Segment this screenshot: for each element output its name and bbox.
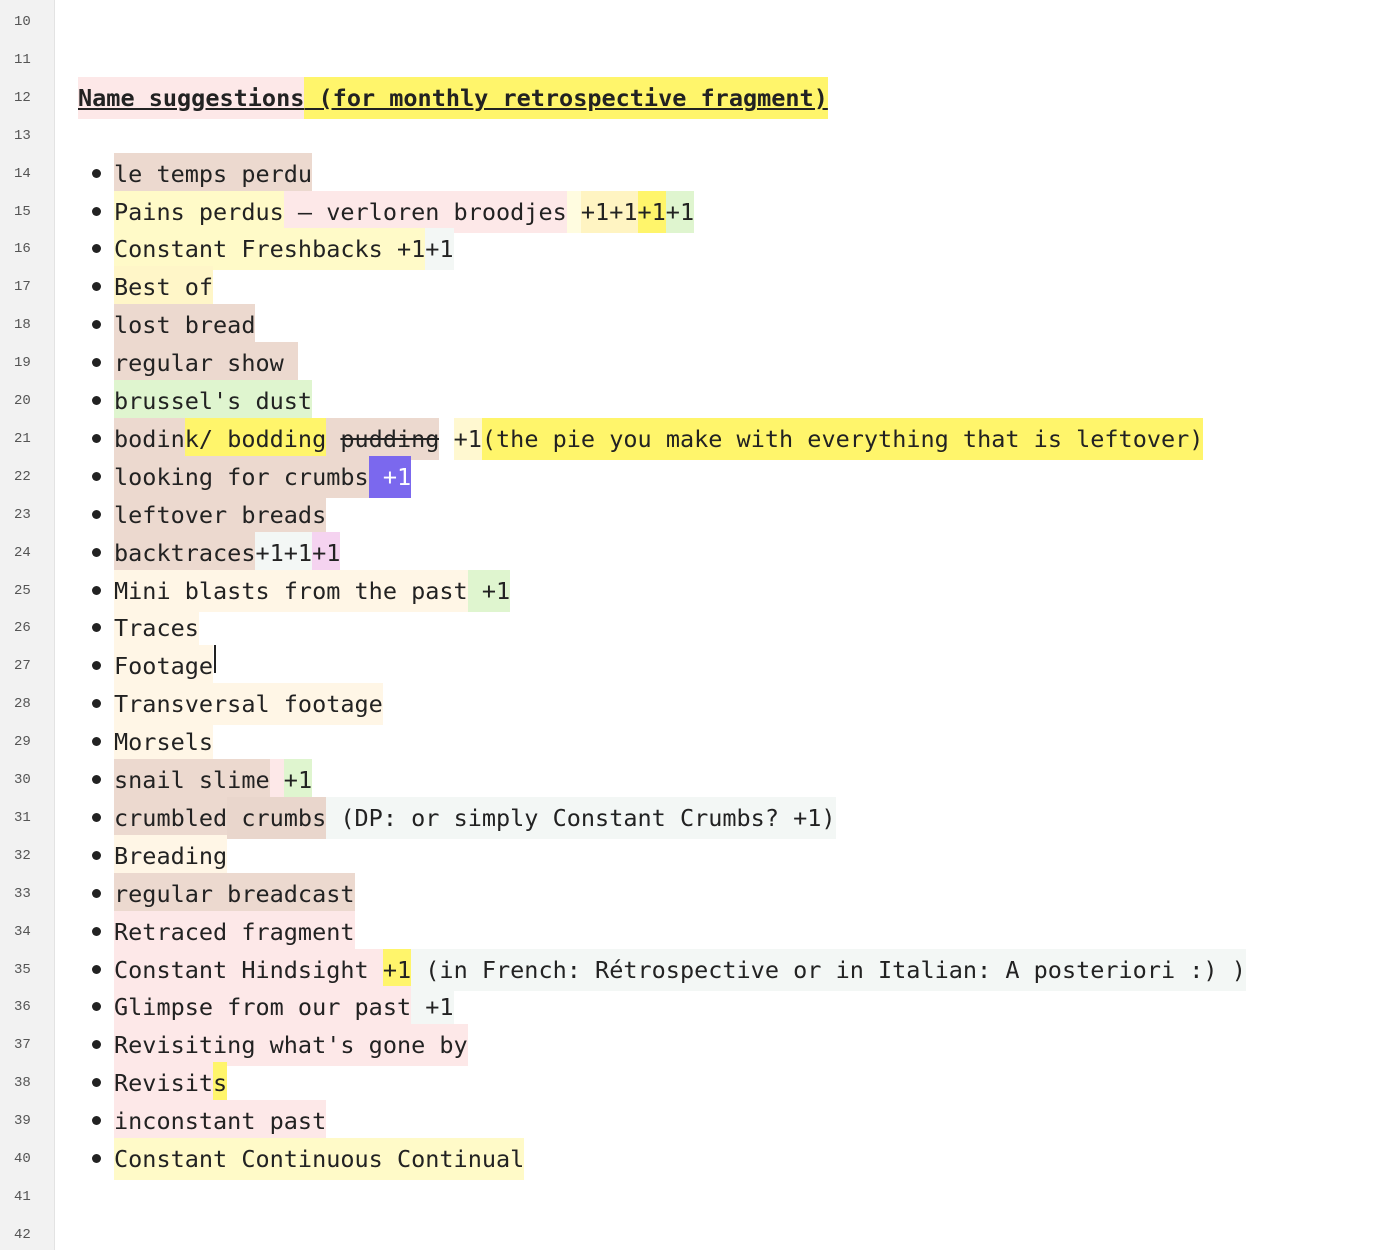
line-number: 26: [14, 620, 31, 636]
bullet-icon: [92, 320, 101, 329]
line-number: 24: [14, 545, 31, 561]
line-number: 10: [14, 14, 31, 30]
line-number: 30: [14, 772, 31, 788]
line-number: 42: [14, 1227, 31, 1243]
line-number: 29: [14, 734, 31, 750]
list-item-text: [114, 911, 355, 953]
text-segment: Constant Continuous Continual: [114, 1138, 524, 1180]
line-number: 12: [14, 90, 31, 106]
text-segment: +1: [666, 191, 694, 233]
list-item-text: [114, 607, 199, 649]
list-item-text: [114, 645, 216, 687]
text-segment: regular show: [114, 342, 298, 384]
bullet-icon: [92, 586, 101, 595]
line-number: 15: [14, 204, 31, 220]
list-item-text: [114, 835, 227, 877]
bullet-icon: [92, 548, 101, 557]
text-segment: +1: [454, 418, 482, 460]
list-item-text: [114, 418, 1203, 460]
list-item-text: [114, 986, 454, 1028]
bullet-icon: [92, 472, 101, 481]
text-segment: crumbs: [227, 797, 326, 839]
list-item-text: [114, 191, 694, 233]
list-item-text: [114, 873, 355, 915]
text-segment: Name suggestions: [78, 77, 304, 119]
bullet-icon: [92, 965, 101, 974]
bullet-icon: [92, 889, 101, 898]
text-cursor: [214, 645, 216, 673]
list-item-text: [114, 304, 255, 346]
text-segment: s: [213, 1062, 227, 1104]
line-number: 31: [14, 810, 31, 826]
heading-line: [78, 77, 828, 119]
text-segment: +1+1: [581, 191, 638, 233]
line-number: 37: [14, 1037, 31, 1053]
list-item-text: [114, 949, 1246, 991]
text-segment: (for monthly retrospective fragment): [304, 77, 827, 119]
text-segment: +1: [638, 191, 666, 233]
line-number: 18: [14, 317, 31, 333]
list-item-text: [114, 153, 312, 195]
text-segment: Constant Hindsight: [114, 949, 383, 991]
line-number: 16: [14, 241, 31, 257]
line-number: 13: [14, 128, 31, 144]
text-segment: — verloren broodjes: [284, 191, 567, 233]
text-segment: +1: [468, 570, 510, 612]
bullet-icon: [92, 1002, 101, 1011]
list-item-text: [114, 380, 312, 422]
line-number: 34: [14, 924, 31, 940]
text-segment: crumbled: [114, 797, 227, 839]
text-segment: Revisiting what's gone by: [114, 1024, 468, 1066]
text-segment: Mini blasts from the past: [114, 570, 468, 612]
line-number: 35: [14, 962, 31, 978]
line-number: 32: [14, 848, 31, 864]
line-number: 19: [14, 355, 31, 371]
text-segment: [567, 191, 581, 233]
text-segment: snail slime: [114, 759, 270, 801]
text-segment: +1: [425, 228, 453, 270]
text-segment: Glimpse from our past: [114, 986, 411, 1028]
bullet-icon: [92, 396, 101, 405]
bullet-icon: [92, 434, 101, 443]
line-number: 39: [14, 1113, 31, 1129]
text-segment: looking for crumbs: [114, 456, 369, 498]
text-segment: +1+1: [255, 532, 312, 574]
bullet-icon: [92, 699, 101, 708]
text-segment: +1: [284, 759, 312, 801]
list-item-text: [114, 266, 213, 308]
bullet-icon: [92, 1154, 101, 1163]
line-number: 25: [14, 583, 31, 599]
line-number: 28: [14, 696, 31, 712]
line-number: 27: [14, 658, 31, 674]
text-segment: [270, 759, 284, 801]
line-number: 21: [14, 431, 31, 447]
text-segment: Revisit: [114, 1062, 213, 1104]
line-number: 23: [14, 507, 31, 523]
text-segment: [439, 418, 453, 460]
text-segment: inconstant past: [114, 1100, 326, 1142]
list-item-text: [114, 683, 383, 725]
text-segment: backtraces: [114, 532, 255, 574]
line-number: 17: [14, 279, 31, 295]
heading-text: [78, 77, 828, 119]
text-segment: (DP: or simply Constant Crumbs? +1): [326, 797, 835, 839]
bullet-icon: [92, 169, 101, 178]
text-segment: bodin: [114, 418, 185, 460]
bullet-icon: [92, 1116, 101, 1125]
text-segment: brussel's dust: [114, 380, 312, 422]
text-segment: +1: [369, 456, 411, 498]
line-number: 36: [14, 999, 31, 1015]
bullet-icon: [92, 813, 101, 822]
text-segment: k/ bodding: [185, 418, 326, 460]
list-item-text: [114, 759, 312, 801]
text-segment: Pains perdus: [114, 191, 284, 233]
list-item-text: [114, 494, 326, 536]
bullet-icon: [92, 1078, 101, 1087]
list-item-text: [114, 342, 298, 384]
line-number: 22: [14, 469, 31, 485]
bullet-icon: [92, 851, 101, 860]
bullet-icon: [92, 661, 101, 670]
line-number: 33: [14, 886, 31, 902]
text-segment: lost bread: [114, 304, 255, 346]
line-number: 38: [14, 1075, 31, 1091]
bullet-icon: [92, 358, 101, 367]
text-segment: regular breadcast: [114, 873, 355, 915]
text-segment: +1: [411, 986, 453, 1028]
bullet-icon: [92, 510, 101, 519]
list-item-text: [114, 1138, 524, 1180]
text-segment: +1: [312, 532, 340, 574]
list-item-text: [114, 532, 340, 574]
text-segment: (in French: Rétrospective or in Italian: A posteriori :) ): [411, 949, 1246, 991]
line-number: 20: [14, 393, 31, 409]
text-segment: Footage: [114, 645, 213, 687]
bullet-icon: [92, 282, 101, 291]
text-segment: pudding: [340, 418, 439, 460]
text-segment: Traces: [114, 607, 199, 649]
line-number: 40: [14, 1151, 31, 1167]
list-item-text: [114, 228, 454, 270]
list-item-text: [114, 570, 510, 612]
bullet-icon: [92, 623, 101, 632]
text-segment: Breading: [114, 835, 227, 877]
text-segment: Morsels: [114, 721, 213, 763]
line-number: 41: [14, 1189, 31, 1205]
bullet-icon: [92, 775, 101, 784]
list-item-text: [114, 721, 213, 763]
text-segment: le temps perdu: [114, 153, 312, 195]
text-segment: Retraced fragment: [114, 911, 355, 953]
text-segment: leftover breads: [114, 494, 326, 536]
list-item-text: [114, 1062, 227, 1104]
text-segment: Constant Freshbacks +1: [114, 228, 425, 270]
bullet-icon: [92, 737, 101, 746]
text-segment: Best of: [114, 266, 213, 308]
list-item-text: [114, 456, 411, 498]
list-item-text: [114, 1024, 468, 1066]
text-segment: [326, 418, 340, 460]
text-segment: +1: [383, 949, 411, 991]
list-item-text: [114, 797, 836, 839]
text-segment: (the pie you make with everything that is leftover): [482, 418, 1204, 460]
bullet-icon: [92, 1040, 101, 1049]
line-number: 14: [14, 166, 31, 182]
text-segment: Transversal footage: [114, 683, 383, 725]
list-item-text: [114, 1100, 326, 1142]
bullet-icon: [92, 207, 101, 216]
line-number: 11: [14, 52, 31, 68]
bullet-icon: [92, 927, 101, 936]
bullet-icon: [92, 244, 101, 253]
